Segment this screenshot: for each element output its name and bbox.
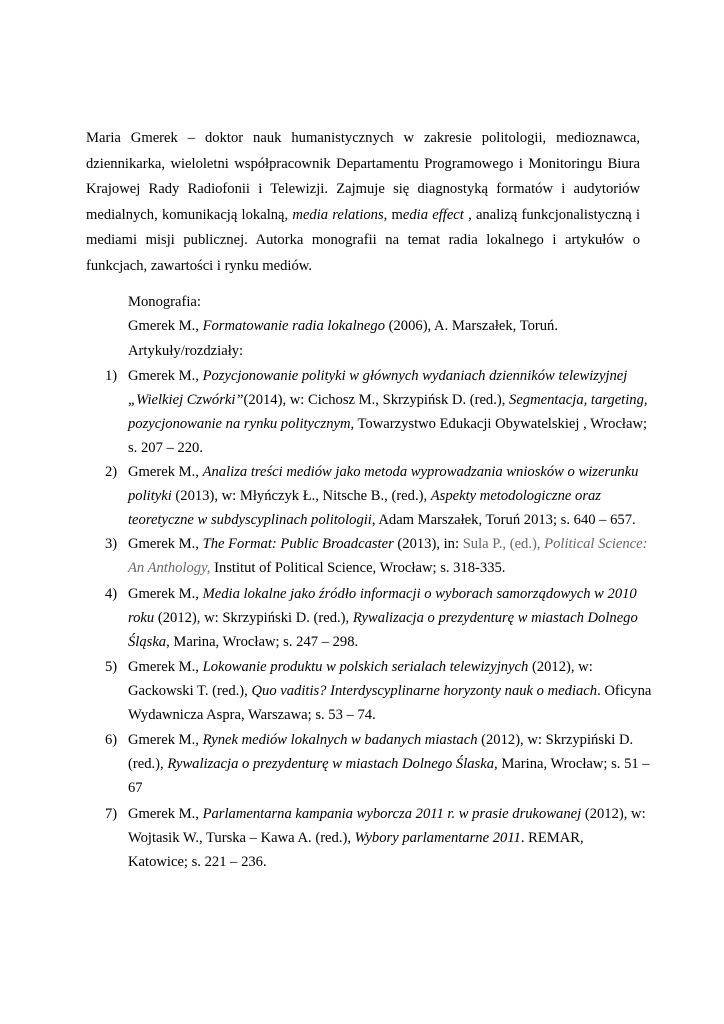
article-entry	[105, 655, 665, 727]
citation-line	[128, 412, 663, 436]
citation-line	[128, 436, 663, 460]
citation-title-segment: Rynek mediów lokalnych w badanych miastach	[202, 732, 478, 748]
article-number: 2)	[105, 464, 118, 480]
article-entry	[105, 364, 665, 460]
article-entry	[105, 582, 665, 654]
citation-line	[128, 802, 663, 826]
citation-text-segment: (2012), w: Skrzypiński D.	[477, 732, 634, 748]
citation-text-segment: (2012), w:	[581, 806, 646, 822]
citation-text-segment: (2012), w: Skrzypiński D. (red.),	[154, 610, 353, 626]
citation-text-segment: Gmerek M.,	[128, 806, 203, 822]
article-citation	[128, 655, 663, 727]
citation-line	[128, 679, 663, 703]
citation-text-segment: (2012), w:	[528, 659, 593, 675]
citation-line	[128, 508, 663, 532]
citation-line	[128, 364, 663, 388]
citation-line	[128, 630, 663, 654]
article-citation	[128, 460, 663, 532]
citation-text-segment: Gmerek M.,	[128, 732, 203, 748]
citation-line	[128, 655, 663, 679]
article-citation	[128, 802, 663, 874]
articles-label: Artykuły/rozdziały:	[128, 343, 244, 359]
citation-text-segment: 67	[128, 780, 143, 796]
citation-text-segment: Sula P., (ed.),	[462, 536, 545, 552]
citation-text-segment: Towarzystwo Edukacji Obywatelskiej , Wrocław;	[354, 416, 648, 432]
citation-line	[128, 582, 663, 606]
citation-line	[128, 388, 663, 412]
monografia-rest: (2006), A. Marszałek, Toruń.	[385, 318, 558, 334]
citation-text-segment: Marina, Wrocław; s. 51 –	[497, 756, 650, 772]
article-number: 3)	[105, 536, 118, 552]
citation-line	[128, 728, 663, 752]
citation-title-segment: roku	[128, 610, 155, 626]
article-number: 6)	[105, 732, 118, 748]
citation-text-segment: Gmerek M.,	[128, 659, 203, 675]
citation-text-segment: Adam Marszałek, Toruń 2013; s. 640 – 657.	[375, 512, 636, 528]
article-number: 5)	[105, 659, 118, 675]
citation-line	[128, 460, 663, 484]
citation-title-segment: pozycjonowanie na rynku politycznym,	[128, 416, 355, 432]
citation-text-segment: (2014), w: Cichosz M., Skrzypińsk D. (red.),	[243, 392, 510, 408]
biography-paragraph	[86, 126, 640, 279]
citation-title-segment: Wybory parlamentarne 2011	[354, 830, 521, 846]
bio-italic-media-effect: edia effect ,	[402, 206, 472, 223]
citation-title-segment: polityki	[128, 488, 172, 504]
citation-line	[128, 484, 663, 508]
citation-line	[128, 850, 663, 874]
article-citation	[128, 582, 663, 654]
citation-text-segment: s. 207 – 220.	[128, 440, 203, 456]
monografia-author: Gmerek M.,	[128, 318, 203, 334]
citation-title-segment: An Anthology,	[128, 560, 211, 576]
citation-title-segment: Lokowanie produktu w polskich serialach telewizyjnych	[202, 659, 529, 675]
article-number: 7)	[105, 806, 118, 822]
citation-text-segment: Gmerek M.,	[128, 464, 203, 480]
citation-text-segment: , Marina, Wrocław; s. 247 – 298.	[166, 634, 359, 650]
citation-title-segment: Rywalizacja o prezydenturę w miastach Dolnego	[352, 610, 638, 626]
citation-line	[128, 703, 663, 727]
monografia-title: Formatowanie radia lokalnego	[202, 318, 385, 334]
citation-title-segment: Segmentacja, targeting,	[509, 392, 648, 408]
citation-title-segment: Analiza treści mediów jako metoda wyprowadzania wniosków o wizerunku	[202, 464, 639, 480]
citation-line	[128, 532, 663, 556]
citation-line	[128, 606, 663, 630]
citation-text-segment: Wydawnicza Aspra, Warszawa; s. 53 – 74.	[128, 707, 376, 723]
citation-line	[128, 826, 663, 850]
citation-title-segment: Pozycjonowanie polityki w głównych wydaniach dzienników telewizyjnej	[202, 368, 628, 384]
citation-text-segment: Gmerek M.,	[128, 368, 203, 384]
article-entry	[105, 532, 665, 580]
bio-text-2: , m	[383, 206, 403, 223]
citation-line	[128, 556, 663, 580]
citation-text-segment: (2013), w: Młyńczyk Ł., Nitsche B., (red.),	[171, 488, 431, 504]
bio-text-3: analizą funkcjonalistyczną i mediami misji publicznej. Autorka monografii na temat radia lokalnego i artykułów o funkcjach, zawartości i rynku mediów.	[86, 206, 640, 274]
citation-text-segment: . Oficyna	[597, 683, 652, 699]
citation-title-segment: Aspekty metodologiczne oraz	[430, 488, 601, 504]
citation-title-segment: teoretyczne w subdyscyplinach politologii,	[128, 512, 376, 528]
citation-text-segment: Gackowski T. (red.),	[128, 683, 252, 699]
article-number: 4)	[105, 586, 118, 602]
citation-title-segment: Quo vaditis? Interdyscyplinarne horyzonty nauk o mediach	[251, 683, 598, 699]
citation-title-segment: The Format: Public Broadcaster	[202, 536, 394, 552]
article-citation	[128, 532, 663, 580]
citation-text-segment: Wojtasik W., Turska – Kawa A. (red.),	[128, 830, 355, 846]
article-entry	[105, 802, 665, 874]
bio-italic-media-relations: media relations	[292, 206, 384, 223]
citation-title-segment: Rywalizacja o prezydenturę w miastach Dolnego Ślaska,	[167, 756, 498, 772]
monografia-label: Monografia:	[128, 294, 201, 310]
article-citation	[128, 728, 663, 800]
article-citation	[128, 364, 663, 460]
citation-text-segment: Gmerek M.,	[128, 536, 203, 552]
citation-line	[128, 776, 663, 800]
citation-text-segment: . REMAR,	[520, 830, 584, 846]
citation-title-segment: „Wielkiej Czwórki”	[128, 392, 244, 408]
citation-title-segment: Political Science:	[544, 536, 648, 552]
citation-title-segment: Parlamentarna kampania wyborcza 2011 r. w prasie drukowanej	[202, 806, 582, 822]
article-entry	[105, 728, 665, 800]
citation-title-segment: Media lokalne jako źródło informacji o wyborach samorządowych w 2010	[202, 586, 637, 602]
citation-text-segment: (2013), in:	[393, 536, 463, 552]
citation-line	[128, 752, 663, 776]
citation-text-segment: (red.),	[128, 756, 168, 772]
monografia-entry	[128, 314, 558, 338]
article-entry	[105, 460, 665, 532]
citation-title-segment: Śląska	[128, 634, 167, 650]
citation-text-segment: Institut of Political Science, Wrocław; s. 318-335.	[210, 560, 506, 576]
article-number: 1)	[105, 368, 118, 384]
bio-text-1: Maria Gmerek – doktor nauk humanistycznych w zakresie politologii, medioznawca, dziennikarka, wieloletni współpracownik Departamentu Programowego i Monitoringu Biura Krajowej Rady Radiofonii i Telewizji. Zajmuje się diagnostyką formatów i audytoriów medialnych, komunikacją lokalną,	[86, 130, 640, 223]
citation-text-segment: Gmerek M.,	[128, 586, 203, 602]
citation-text-segment: Katowice; s. 221 – 236.	[128, 854, 267, 870]
